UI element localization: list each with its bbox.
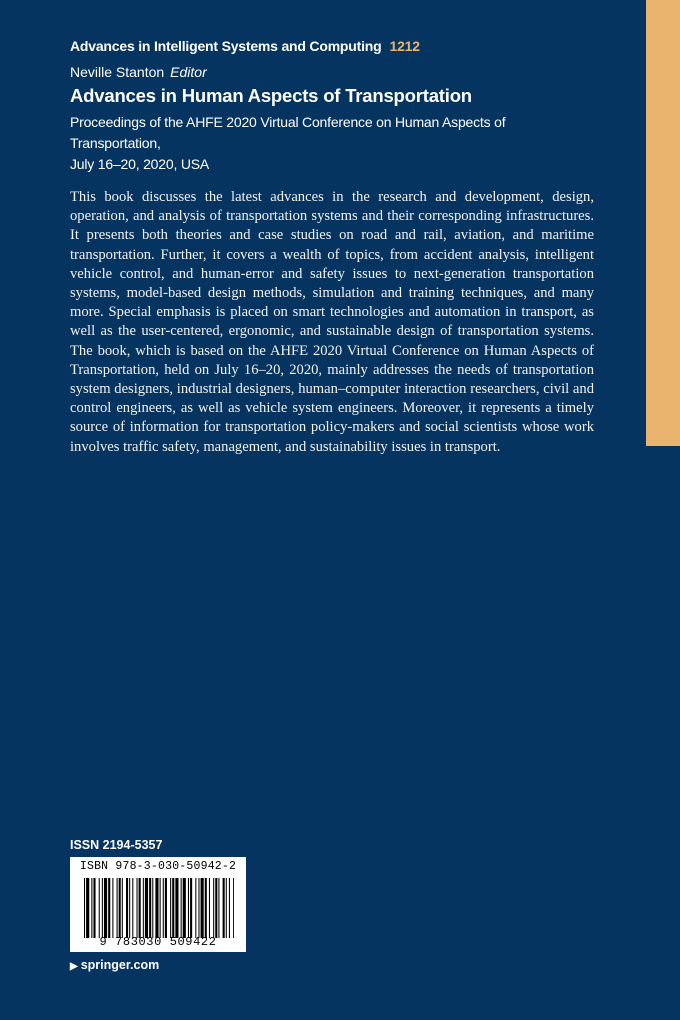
barcode-bar <box>170 878 171 938</box>
barcode-bar <box>84 878 85 938</box>
isbn-label: ISBN 978-3-030-50942-2 <box>79 860 237 873</box>
barcode-bar <box>229 878 230 938</box>
barcode-bar <box>218 878 219 938</box>
accent-strip <box>646 0 680 446</box>
barcode-bar <box>152 878 153 938</box>
barcode-bar <box>137 878 138 938</box>
subtitle-line-2: July 16–20, 2020, USA <box>70 156 210 172</box>
barcode-bar <box>91 878 92 938</box>
barcode-bar <box>213 878 214 938</box>
barcode-bar <box>160 878 161 938</box>
issn-label: ISSN 2194-5357 <box>70 838 163 852</box>
barcode-bar <box>198 878 199 938</box>
barcode-bar <box>181 878 182 938</box>
barcode-bar <box>215 878 217 938</box>
barcode-bar <box>86 878 89 938</box>
barcode-bar <box>104 878 107 938</box>
series-heading <box>70 38 420 54</box>
triangle-right-icon: ▶ <box>70 961 78 972</box>
barcode-bar <box>223 878 225 938</box>
barcode-bar <box>99 878 100 938</box>
barcode-bar <box>226 878 227 938</box>
book-description: This book discusses the latest advances in the research and development, design, operation, and analysis of transportation systems and their corresponding infrastructures. It presents both theories and case studies on road and rail, aviation, and maritime transportation. Further, it covers a wealth of topics, from accident analysis, intelligent vehicle control, and human-error and safety issues to next-generation transportation systems, model-based design methods, simulation and training techniques, and many more. Special emphasis is placed on smart technologies and automation in transport, as well as the user-centered, ergonomic, and sustainable design of transportation systems. The book, which is based on the AHFE 2020 Virtual Conference on Human Aspects of Transportation, held on July 16–20, 2020, mainly addresses the needs of transportation system designers, industrial designers, human–computer interaction researchers, civil and control engineers, as well as vehicle system engineers. Moreover, it represents a timely source of information for transportation policy-makers and social scientists whose work involves traffic safety, management, and sustainability issues in transport. <box>70 189 594 455</box>
barcode-bar <box>233 878 234 938</box>
barcode-bar <box>175 878 178 938</box>
editor-line <box>70 64 207 80</box>
publisher-link[interactable] <box>70 958 159 972</box>
barcode-bar <box>112 878 113 938</box>
barcode-bar <box>201 878 204 938</box>
book-subtitle <box>70 112 590 175</box>
barcode-bar <box>108 878 110 938</box>
barcode-digits: 9 783030 509422 <box>99 935 217 949</box>
barcode-bar <box>183 878 186 938</box>
barcode-bar <box>117 878 118 938</box>
barcode-bars <box>84 878 234 938</box>
barcode-bar <box>190 878 192 938</box>
barcode-bar <box>132 878 133 938</box>
barcode-bar <box>102 878 103 938</box>
barcode-bar <box>188 878 189 938</box>
barcode-bar <box>165 878 167 938</box>
subtitle-line-1: Proceedings of the AHFE 2020 Virtual Conference on Human Aspects of Transportation, <box>70 114 506 151</box>
barcode-bar <box>155 878 158 938</box>
barcode-bar <box>93 878 95 938</box>
series-name: Advances in Intelligent Systems and Computing <box>70 38 382 54</box>
barcode-bar <box>139 878 141 938</box>
barcode-bar <box>163 878 164 938</box>
barcode-bar <box>209 878 210 938</box>
barcode-bar <box>143 878 144 938</box>
barcode-bar <box>172 878 174 938</box>
publisher-link-text: springer.com <box>80 958 160 972</box>
editor-name: Neville Stanton <box>70 64 165 80</box>
barcode-bar <box>145 878 148 938</box>
book-title: Advances in Human Aspects of Transportation <box>70 85 472 106</box>
isbn-barcode <box>70 857 246 952</box>
barcode-bar <box>126 878 128 938</box>
series-number: 1212 <box>389 38 420 54</box>
barcode-bar <box>119 878 121 938</box>
barcode-bar <box>122 878 123 938</box>
editor-role: Editor <box>170 64 207 80</box>
barcode-bar <box>205 878 207 938</box>
barcode-bar <box>149 878 151 938</box>
barcode-bar <box>129 878 130 938</box>
barcode-bar <box>195 878 196 938</box>
